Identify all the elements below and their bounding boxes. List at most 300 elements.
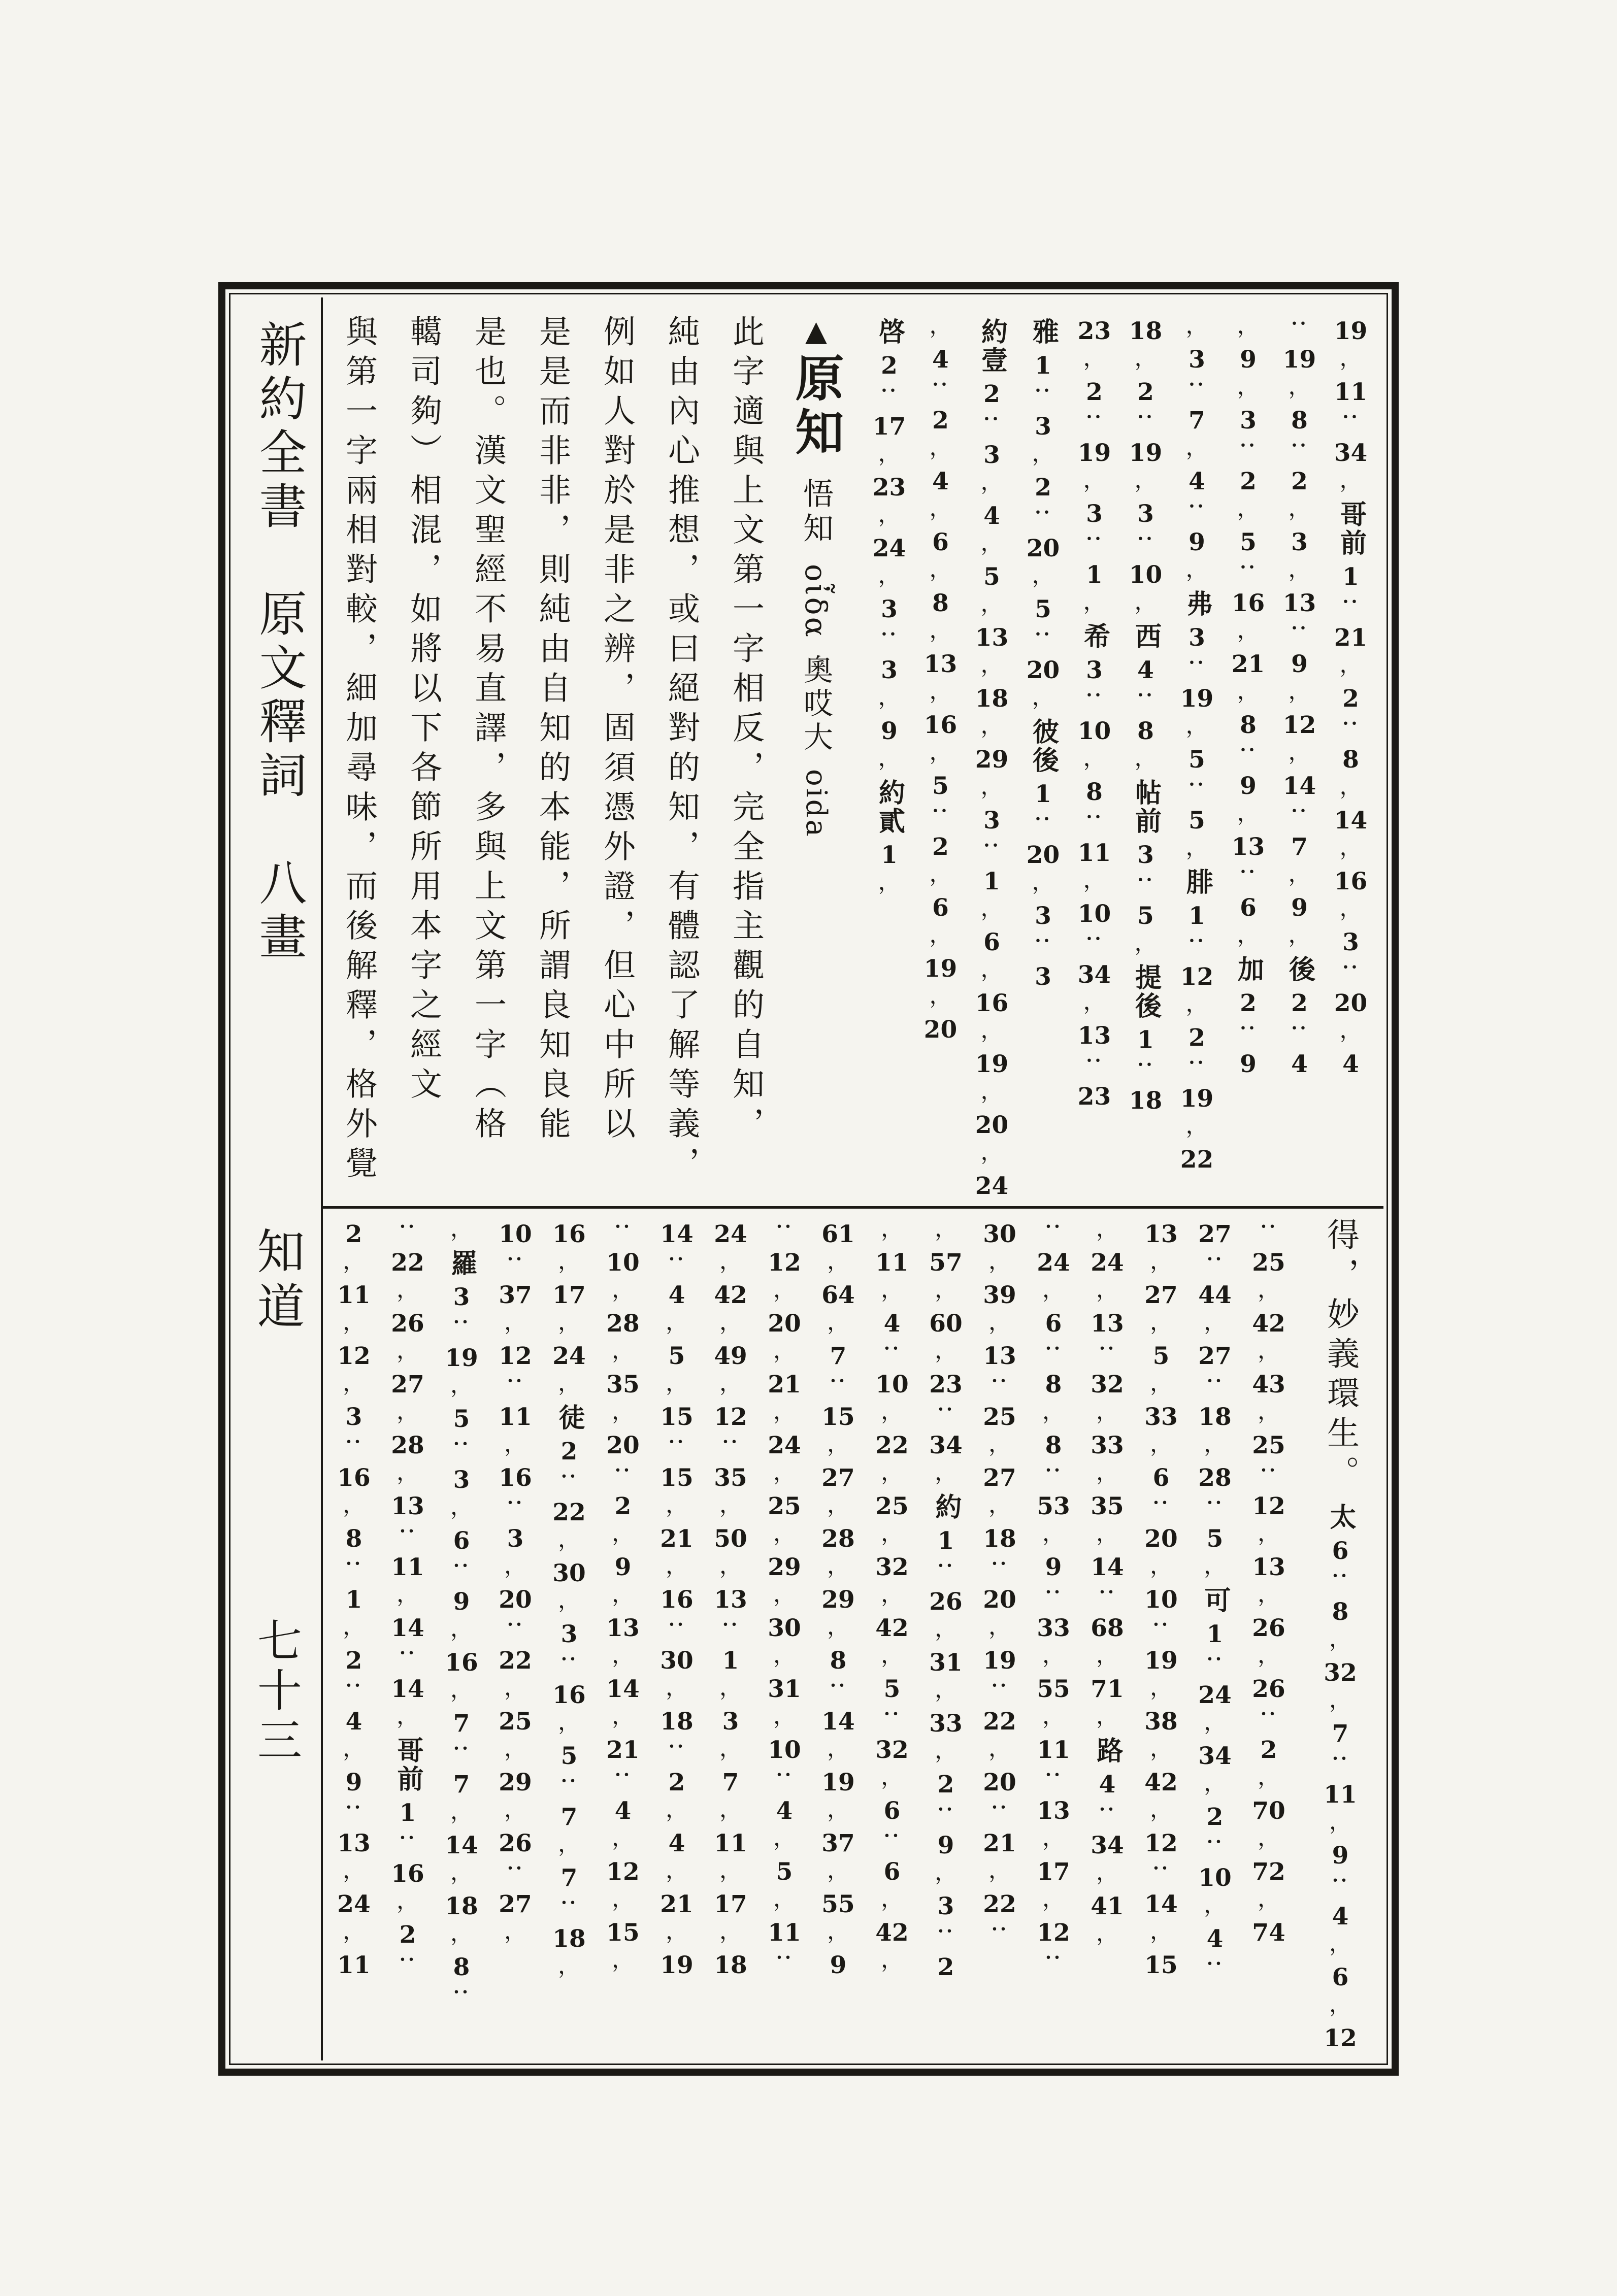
ref-token: ， bbox=[988, 1857, 1011, 1883]
prose-column: 是是而非非，則純由自知的本能，所謂良知良能 bbox=[534, 315, 571, 1146]
ref-token: 24 bbox=[1091, 1248, 1124, 1277]
ref-token: 19 bbox=[1282, 345, 1316, 374]
ref-token: 20 bbox=[983, 1768, 1016, 1796]
ref-token: 22 bbox=[875, 1431, 909, 1459]
ref-token: ， bbox=[666, 1309, 688, 1335]
ref-token: ， bbox=[1083, 589, 1106, 615]
ref-token: ： bbox=[1082, 811, 1107, 833]
ref-token: 19 bbox=[821, 1768, 855, 1796]
ref-token: ， bbox=[397, 1581, 419, 1607]
ref-token: 14 bbox=[1282, 772, 1316, 800]
ref-token: ： bbox=[1031, 628, 1056, 650]
ref-token: ： bbox=[1149, 1497, 1174, 1519]
ref-token: 18 bbox=[445, 1892, 478, 1920]
ref-token: ， bbox=[450, 1799, 473, 1824]
ref-token: ， bbox=[612, 1581, 634, 1607]
ref-token: ， bbox=[612, 1642, 634, 1668]
ref-token: ： bbox=[611, 1465, 636, 1486]
ref-token: ： bbox=[934, 1560, 959, 1582]
ref-token: 19 bbox=[1334, 317, 1368, 345]
ref-token: 1 bbox=[1137, 1025, 1154, 1054]
ref-token: 43 bbox=[1252, 1370, 1285, 1399]
ref-token: 25 bbox=[983, 1403, 1016, 1431]
ref-token: 14 bbox=[1091, 1553, 1124, 1581]
ref-token: ： bbox=[1287, 805, 1312, 827]
ref-token: ： bbox=[1149, 1862, 1174, 1884]
ref-token: 4 bbox=[1332, 1902, 1349, 1931]
ref-token: 8 bbox=[1332, 1598, 1349, 1626]
ref-token: ， bbox=[343, 1614, 365, 1640]
ref-token: 20 bbox=[606, 1431, 640, 1459]
ref-token: 9 bbox=[881, 717, 898, 745]
ref-token: 2 bbox=[345, 1646, 362, 1675]
ref-token: ， bbox=[881, 1764, 903, 1790]
ref-token: 26 bbox=[391, 1309, 424, 1338]
ref-token: ： bbox=[1257, 1708, 1281, 1730]
ref-token: ， bbox=[929, 313, 952, 339]
ref-token: 12 bbox=[1144, 1829, 1178, 1857]
ref-token: ， bbox=[1329, 1626, 1351, 1652]
ref-token: 5 bbox=[1189, 745, 1205, 774]
ref-token: ： bbox=[1031, 935, 1056, 957]
ref-token: 20 bbox=[975, 1111, 1009, 1139]
ref-token: 16 bbox=[445, 1648, 478, 1677]
ref-token: ， bbox=[773, 1277, 796, 1303]
ref-token: 32 bbox=[1091, 1370, 1124, 1399]
ref-token: 西 bbox=[1130, 622, 1162, 651]
ref-token: 27 bbox=[499, 1890, 532, 1918]
ref-token: 18 bbox=[1129, 1086, 1163, 1115]
ref-token: 彼後 bbox=[1028, 718, 1059, 775]
ref-token: ： bbox=[934, 1925, 959, 1947]
ref-token: 2 bbox=[345, 1220, 362, 1248]
prose-column: 此字適與上文第一字相反，完全指主觀的自知， bbox=[728, 315, 765, 1146]
ref-token: ， bbox=[980, 1078, 1003, 1104]
ref-token: 9 bbox=[453, 1587, 470, 1616]
ref-token: 11 bbox=[391, 1553, 424, 1581]
ref-token: 5 bbox=[668, 1342, 685, 1370]
ref-token: 5 bbox=[932, 772, 949, 800]
ref-token: ， bbox=[980, 591, 1003, 617]
ref-token: 24 bbox=[768, 1431, 801, 1459]
ref-token: ： bbox=[1287, 440, 1312, 461]
ref-token: 28 bbox=[606, 1309, 640, 1338]
ref-token: ， bbox=[1096, 1520, 1118, 1546]
ref-token: 13 bbox=[923, 650, 958, 678]
ref-token: ， bbox=[1329, 1931, 1351, 1956]
ref-token: ， bbox=[1042, 1825, 1065, 1851]
ref-token: ， bbox=[827, 1309, 849, 1335]
ref-token: 18 bbox=[660, 1707, 694, 1736]
ref-token: 1 bbox=[1035, 351, 1051, 380]
page-frame bbox=[218, 282, 1399, 2076]
ref-token: ： bbox=[1184, 657, 1210, 679]
ref-token: 20 bbox=[1026, 841, 1060, 869]
ref-token: 13 bbox=[975, 623, 1009, 652]
ref-token: ， bbox=[827, 1431, 849, 1457]
ref-token: 27 bbox=[1198, 1220, 1232, 1248]
ref-token: ， bbox=[1150, 1736, 1172, 1761]
ref-token: 10 bbox=[768, 1736, 801, 1764]
ref-token: 3 bbox=[1291, 528, 1308, 556]
ref-token: ： bbox=[1257, 1221, 1281, 1243]
entry-gloss: 悟知 bbox=[798, 478, 834, 547]
ref-token: ， bbox=[881, 1520, 903, 1546]
ref-token: ， bbox=[929, 983, 952, 1009]
ref-token: ： bbox=[987, 1375, 1012, 1397]
ref-token: 23 bbox=[929, 1370, 963, 1399]
ref-token: 20 bbox=[1026, 656, 1060, 684]
ref-token: 帖前 bbox=[1130, 779, 1162, 836]
ref-token: 70 bbox=[1252, 1796, 1285, 1825]
ref-token: ， bbox=[1096, 1920, 1118, 1946]
ref-token: ， bbox=[719, 1675, 742, 1701]
ref-token: 4 bbox=[1291, 1050, 1308, 1078]
ref-token: ， bbox=[504, 1796, 526, 1822]
ref-token: 18 bbox=[975, 684, 1009, 713]
ref-token: 2 bbox=[1342, 684, 1359, 713]
ref-token: 42 bbox=[875, 1614, 909, 1642]
ref-token: ， bbox=[827, 1918, 849, 1944]
ref-token: 7 bbox=[560, 1864, 578, 1892]
ref-token: ， bbox=[773, 1581, 796, 1607]
ref-token: 22 bbox=[1180, 1145, 1214, 1174]
ref-token: ， bbox=[1096, 1642, 1118, 1668]
ref-token: 13 bbox=[1037, 1796, 1070, 1825]
ref-token: ， bbox=[881, 1886, 903, 1912]
ref-token: 16 bbox=[660, 1585, 694, 1614]
ref-token: ， bbox=[504, 1431, 526, 1457]
ref-token: ： bbox=[1328, 1570, 1353, 1592]
ref-token: 1 bbox=[1189, 902, 1205, 930]
ref-token: 13 bbox=[337, 1829, 371, 1857]
ref-token: ： bbox=[979, 413, 1005, 435]
ref-token: ： bbox=[449, 1438, 474, 1460]
ref-column bbox=[1069, 315, 1120, 1202]
ref-token: 3 bbox=[722, 1707, 739, 1736]
ref-token: ： bbox=[880, 1343, 905, 1365]
ref-token: ， bbox=[343, 1492, 365, 1518]
ref-token: ， bbox=[980, 774, 1003, 800]
prose-column: 轕司夠）相混，如將以下各節所用本字之經文 bbox=[405, 315, 442, 1107]
ref-token: ， bbox=[1032, 684, 1054, 710]
entry-marker-icon: ▲ bbox=[800, 315, 833, 348]
ref-token: 3 bbox=[1240, 406, 1257, 435]
ref-token: ， bbox=[397, 1277, 419, 1303]
ref-token: 2 bbox=[937, 1953, 954, 1981]
ref-token: ， bbox=[1288, 861, 1311, 887]
ref-token: ， bbox=[612, 1703, 634, 1729]
ref-column bbox=[381, 1218, 435, 2055]
ref-token: 6 bbox=[1240, 893, 1257, 922]
ref-token: 1 bbox=[399, 1799, 416, 1827]
ref-token: ， bbox=[1096, 1459, 1118, 1485]
ref-token: ， bbox=[558, 1709, 580, 1735]
ref-token: 8 bbox=[1240, 711, 1257, 739]
ref-token: 12 bbox=[1324, 2024, 1357, 2052]
ref-token: ， bbox=[1150, 1309, 1172, 1335]
ref-token: 29 bbox=[975, 745, 1009, 774]
ref-token: 2 bbox=[1240, 467, 1257, 495]
ref-token: 42 bbox=[1144, 1768, 1178, 1796]
ref-token: ， bbox=[1258, 1520, 1280, 1546]
ref-token: ， bbox=[450, 1372, 473, 1398]
ref-token: 2 bbox=[1291, 989, 1308, 1017]
ref-token: ， bbox=[1204, 1431, 1226, 1457]
ref-token: ： bbox=[826, 1375, 851, 1397]
ref-token: 腓 bbox=[1181, 868, 1213, 896]
ref-token: 24 bbox=[1037, 1248, 1070, 1277]
ref-token: ， bbox=[881, 1642, 903, 1668]
ref-token: 2 bbox=[614, 1492, 632, 1520]
ref-token: 羅 bbox=[446, 1249, 477, 1278]
ref-column bbox=[650, 1218, 704, 2055]
entry-romanization: oida bbox=[800, 769, 833, 839]
ref-token: ， bbox=[1288, 495, 1311, 521]
ref-token: ， bbox=[1042, 1520, 1065, 1546]
ref-token: 2 bbox=[1137, 378, 1154, 406]
ref-token: 30 bbox=[983, 1220, 1016, 1248]
ref-token: ， bbox=[1150, 1370, 1172, 1396]
ref-token: ， bbox=[1096, 1859, 1118, 1885]
ref-token: 19 bbox=[923, 954, 958, 983]
ref-token: ， bbox=[1339, 774, 1362, 800]
ref-token: 2 bbox=[1260, 1736, 1277, 1764]
ref-token: 3 bbox=[983, 441, 1000, 469]
ref-token: 7 bbox=[560, 1803, 578, 1831]
ref-token: ， bbox=[988, 1431, 1011, 1457]
entry-headword: 原知 bbox=[787, 353, 845, 460]
ref-token: 12 bbox=[1282, 711, 1316, 739]
ref-token: ： bbox=[772, 1221, 797, 1243]
ref-token: 22 bbox=[499, 1646, 532, 1675]
ref-token: ， bbox=[558, 1370, 580, 1396]
ref-token: 1 bbox=[983, 867, 1000, 895]
ref-token: 26 bbox=[499, 1829, 532, 1857]
ref-token: 27 bbox=[1198, 1342, 1232, 1370]
ref-token: ， bbox=[397, 1888, 419, 1914]
ref-token: ， bbox=[1096, 1703, 1118, 1729]
ref-token: ， bbox=[1032, 869, 1054, 895]
ref-token: ， bbox=[612, 1886, 634, 1912]
lower-register bbox=[323, 1209, 1383, 2060]
ref-token: 9 bbox=[1240, 1050, 1257, 1078]
ref-token: ， bbox=[1134, 745, 1157, 771]
ref-token: ， bbox=[343, 1248, 365, 1274]
folio-number: 七十三 bbox=[250, 1617, 303, 1767]
ref-token: 8 bbox=[345, 1524, 362, 1553]
ref-token: ， bbox=[773, 1825, 796, 1851]
ref-token: 11 bbox=[337, 1281, 371, 1309]
ref-token: 20 bbox=[499, 1585, 532, 1614]
ref-token: 34 bbox=[1077, 960, 1111, 989]
ref-token: ： bbox=[1031, 813, 1056, 835]
ref-token: ， bbox=[980, 713, 1003, 739]
ref-token: ： bbox=[987, 1558, 1012, 1580]
ref-token: 11 bbox=[1334, 378, 1368, 406]
ref-token: 4 bbox=[668, 1829, 685, 1857]
ref-token: ， bbox=[929, 495, 952, 521]
ref-token: ， bbox=[450, 1920, 473, 1946]
ref-token: 6 bbox=[883, 1796, 901, 1825]
ref-token: ： bbox=[877, 385, 902, 407]
ref-token: ， bbox=[558, 1953, 580, 1979]
ref-token: 13 bbox=[714, 1585, 747, 1614]
ref-token: 21 bbox=[660, 1524, 694, 1553]
ref-token: 27 bbox=[391, 1370, 424, 1399]
ref-token: 19 bbox=[983, 1646, 1016, 1675]
ref-token: ： bbox=[1184, 935, 1210, 957]
ref-token: 16 bbox=[1334, 867, 1368, 895]
ref-token: ， bbox=[1042, 1703, 1065, 1729]
ref-token: 19 bbox=[1180, 1084, 1214, 1113]
ref-token: ， bbox=[343, 1309, 365, 1335]
ref-token: 14 bbox=[391, 1614, 424, 1642]
ref-token: 21 bbox=[768, 1370, 801, 1399]
ref-token: ： bbox=[1133, 411, 1159, 433]
ref-token: 雅 bbox=[1028, 318, 1059, 346]
ref-token: 38 bbox=[1144, 1707, 1178, 1736]
ref-token: 8 bbox=[1291, 406, 1308, 435]
ref-token: ， bbox=[1185, 713, 1208, 739]
ref-token: 15 bbox=[1144, 1951, 1178, 1979]
ref-token: 30 bbox=[768, 1614, 801, 1642]
ref-token: 3 bbox=[507, 1524, 524, 1553]
ref-token: 32 bbox=[875, 1736, 909, 1764]
ref-token: 20 bbox=[768, 1309, 801, 1338]
ref-token: ， bbox=[1185, 313, 1208, 339]
ref-token: ： bbox=[1133, 874, 1159, 896]
ref-token: ： bbox=[557, 1897, 582, 1919]
ref-token: ， bbox=[504, 1675, 526, 1701]
ref-token: ， bbox=[558, 1248, 580, 1274]
ref-token: 18 bbox=[1129, 317, 1163, 345]
ref-token: ， bbox=[612, 1520, 634, 1546]
ref-token: ， bbox=[935, 1859, 957, 1885]
ref-token: 哥前 bbox=[392, 1737, 423, 1793]
ref-token: 14 bbox=[660, 1220, 694, 1248]
ref-token: 4 bbox=[1137, 656, 1154, 684]
ref-token: 5 bbox=[1189, 806, 1205, 835]
ref-token: ， bbox=[935, 1216, 957, 1242]
ref-token: 27 bbox=[1144, 1281, 1178, 1309]
ref-token: ， bbox=[666, 1553, 688, 1579]
ref-token: ， bbox=[980, 895, 1003, 921]
ref-token: 14 bbox=[821, 1707, 855, 1736]
ref-token: ， bbox=[666, 1492, 688, 1518]
upper-reference-columns bbox=[864, 315, 1376, 1202]
ref-token: ： bbox=[928, 805, 953, 827]
ref-token: 26 bbox=[1252, 1614, 1285, 1642]
ref-token: 42 bbox=[714, 1281, 747, 1309]
ref-token: 11 bbox=[875, 1248, 909, 1277]
ref-token: 2 bbox=[1291, 467, 1308, 495]
ref-token: ： bbox=[1041, 1586, 1066, 1608]
ref-token: 2 bbox=[1206, 1803, 1224, 1831]
ref-token: ， bbox=[827, 1492, 849, 1518]
ref-column bbox=[704, 1218, 757, 2055]
ref-token: 21 bbox=[660, 1890, 694, 1918]
prose-column: 純由內心推想，或曰絕對的知，有體認了解等義， bbox=[663, 315, 700, 1186]
ref-token: 9 bbox=[345, 1768, 362, 1796]
ref-token: 55 bbox=[1037, 1675, 1070, 1703]
ref-token: 12 bbox=[337, 1342, 371, 1370]
ref-token: ， bbox=[881, 1947, 903, 1973]
ref-token: 72 bbox=[1252, 1857, 1285, 1886]
ref-token: 18 bbox=[1198, 1403, 1232, 1431]
ref-token: 4 bbox=[345, 1707, 362, 1736]
ref-token: ， bbox=[1150, 1553, 1172, 1579]
ref-token: ， bbox=[1204, 1892, 1226, 1918]
ref-token: 13 bbox=[1077, 1021, 1111, 1050]
ref-token: 9 bbox=[1291, 650, 1308, 678]
ref-token: ， bbox=[878, 562, 901, 588]
ref-token: 3 bbox=[1086, 656, 1103, 684]
ref-token: ： bbox=[928, 379, 953, 401]
ref-token: 1 bbox=[1206, 1620, 1224, 1648]
ref-token: 11 bbox=[499, 1403, 532, 1431]
ref-token: 18 bbox=[552, 1924, 586, 1953]
ref-token: 15 bbox=[606, 1918, 640, 1947]
ref-column bbox=[542, 1218, 596, 2055]
ref-token: ， bbox=[719, 1796, 742, 1822]
ref-token: 約壹 bbox=[976, 318, 1008, 375]
ref-token: 弗 bbox=[1181, 590, 1213, 618]
ref-token: ： bbox=[342, 1558, 367, 1580]
ref-token: ， bbox=[1339, 345, 1362, 371]
ref-token: 14 bbox=[1334, 806, 1368, 835]
ref-token: 12 bbox=[499, 1342, 532, 1370]
book-title: 新約全書 原文釋詞 八畫 bbox=[251, 320, 306, 966]
ref-token: 17 bbox=[552, 1281, 586, 1309]
ref-token: ： bbox=[1236, 744, 1261, 766]
ref-column bbox=[488, 1218, 542, 2055]
ref-token: 7 bbox=[1189, 406, 1205, 435]
ref-token: 21 bbox=[1334, 623, 1368, 652]
ref-token: 3 bbox=[881, 595, 898, 623]
ref-token: 7 bbox=[722, 1768, 739, 1796]
ref-token: ， bbox=[558, 1587, 580, 1613]
ref-token: 9 bbox=[937, 1831, 954, 1859]
ref-token: 42 bbox=[875, 1918, 909, 1947]
ref-token: ， bbox=[1042, 1399, 1065, 1424]
ref-token: 17 bbox=[1037, 1857, 1070, 1886]
ref-token: 約 bbox=[931, 1493, 962, 1521]
ref-token: ： bbox=[611, 1769, 636, 1791]
ref-column bbox=[1325, 315, 1376, 1202]
ref-token: ： bbox=[449, 1316, 474, 1338]
ref-token: 22 bbox=[983, 1890, 1016, 1918]
ref-token: 4 bbox=[932, 467, 949, 495]
ref-token: ， bbox=[343, 1370, 365, 1396]
ref-token: ： bbox=[826, 1680, 851, 1702]
ref-token: 22 bbox=[983, 1707, 1016, 1736]
ref-token: ： bbox=[1082, 533, 1107, 555]
ref-token: ， bbox=[878, 745, 901, 771]
ref-token: ， bbox=[1096, 1216, 1118, 1242]
ref-token: 13 bbox=[1231, 833, 1265, 861]
ref-column bbox=[435, 1218, 488, 2055]
ref-token: ： bbox=[1041, 1769, 1066, 1791]
ref-token: 33 bbox=[1144, 1403, 1178, 1431]
ref-token: 26 bbox=[1252, 1675, 1285, 1703]
ref-token: 2 bbox=[1240, 989, 1257, 1017]
ref-token: 16 bbox=[499, 1463, 532, 1492]
ref-token: 加 bbox=[1233, 955, 1264, 984]
ref-token: 41 bbox=[1091, 1892, 1124, 1920]
ref-token: ， bbox=[397, 1338, 419, 1363]
ref-token: 6 bbox=[453, 1526, 470, 1555]
